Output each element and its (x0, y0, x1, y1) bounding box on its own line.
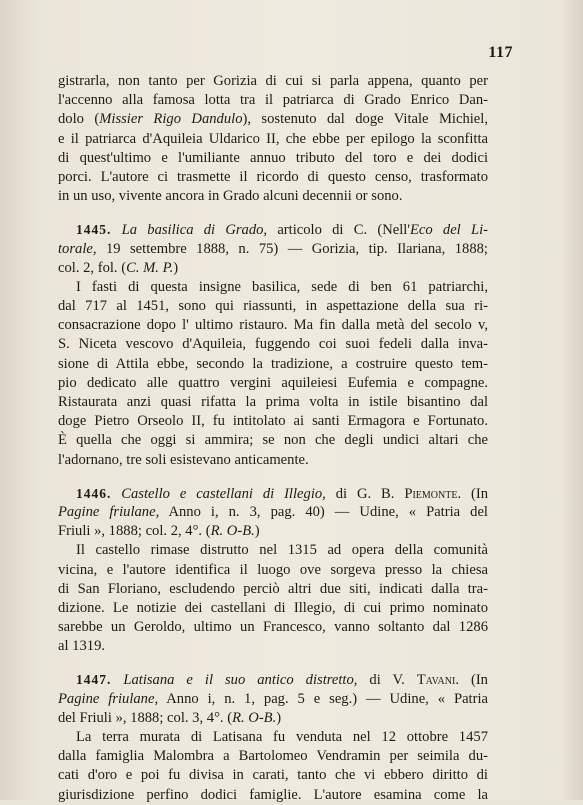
reviewer-signature: R. O-B. (210, 523, 255, 540)
entry-heading-line: col. 2, fol. (C. M. P.) (58, 259, 179, 276)
text-line: cati d'oro e poi fu divisa in carati, tanto che vi ebbero diritto di (58, 767, 488, 784)
text-line: S. Niceta vescovo d'Aquileia, fuggendo coi suoi fedeli dalla inva- (58, 336, 488, 353)
text-line: pio dedicato alle quattro vergini aquileiesi Eufemia e compagne. (58, 374, 488, 391)
italic-name: Missier Rigo Dandulo (99, 111, 243, 128)
entry-title: Castello e castellani di Illegio, (121, 485, 326, 502)
journal-title: Eco del Li- (409, 222, 488, 239)
entry-heading-line: Friuli », 1888; col. 2, 4°. (R. O-B.) (58, 523, 260, 540)
text-line: gistrarla, non tanto per Gorizia di cui si parla appena, quanto per (58, 73, 488, 89)
text-line: dolo (Missier Rigo Dandulo), sostenuto dal doge Vitale Michiel, (58, 111, 488, 128)
entry-number: 1445. (76, 222, 112, 238)
text-line: sione di Attila ebbe, secondo la tradizione, a costruire questo tem- (58, 355, 488, 372)
text-line: Ristaurata anzi quasi rifatta la prima volta in istile bisantino dal (58, 394, 488, 410)
text-line: porci. L'autore ci trasmette il ricordo di questo censo, trasformato (58, 168, 488, 185)
bibliography-entry-1447 (58, 670, 488, 804)
text-line: Il castello rimase distrutto nel 1315 ad opera della comunità (76, 542, 488, 559)
entry-heading-line: torale, 19 settembre 1888, n. 75) — Gorizia, tip. Ilariana, 1888; (58, 240, 488, 257)
text-line: giurisdizione perfino dodici famiglie. L'autore esamina come la (58, 786, 488, 803)
text-line: consacrazione dopo l' ultimo ristauro. Ma fin dalla metà del secolo v, (58, 317, 488, 334)
text-line: La terra murata di Latisana fu venduta nel 12 ottobre 1457 (76, 729, 488, 745)
text-line: di quest'ultimo e l'umiliante annuo tributo del toro e dei dodici (58, 149, 488, 166)
entry-number: 1446. (76, 485, 112, 501)
entry-heading-line: 1445. La basilica di Grado, articolo di C. (Nell'Eco del Li- (76, 222, 488, 239)
journal-title: Pagine friulane, (58, 503, 160, 520)
entry-heading-line: del Friuli », 1888; col. 3, 4°. (R. O-B.) (58, 709, 282, 726)
text-line: I fasti di questa insigne basilica, sede di ben 61 patriarchi, (76, 278, 488, 295)
entry-heading-line: Pagine friulane, Anno i, n. 3, pag. 40) — Udine, « Patria del (58, 503, 488, 520)
bibliography-entry-1446 (58, 484, 488, 657)
text-line: e il patriarca d'Aquileia Uldarico II, che ebbe per epilogo la sconfitta (58, 130, 488, 147)
text-line: dal 717 al 1451, sono qui riassunti, in aspettazione della sua ri- (58, 298, 488, 315)
text-line: doge Pietro Orseolo II, fu intitolato ai santi Ermagora e Fortunato. (58, 413, 488, 430)
text-line: l'accenno alla famosa lotta tra il patriarca di Grado Enrico Dan- (58, 92, 488, 109)
text-line: sarebbe un Geroldo, ultimo un Francesco, vanno soltanto dal 1286 (58, 619, 488, 636)
page-content (58, 72, 488, 805)
entry-number: 1447. (76, 672, 112, 688)
author-name: Tavani (416, 672, 456, 689)
journal-title: Pagine friulane, (58, 690, 159, 707)
text-line: l'adornano, tre soli esistevano anticamente. (58, 451, 309, 468)
journal-title: torale, (58, 240, 97, 257)
entry-title: La basilica di Grado, (121, 222, 268, 239)
entry-heading-line: Pagine friulane, Anno i, n. 1, pag. 5 e seg.) — Udine, « Patria (58, 690, 488, 707)
text-line: dalla famiglia Malombra a Bartolomeo Vendramin per seimila du- (58, 748, 488, 765)
page-number: 117 (488, 44, 513, 61)
text-line: vicina, e l'autore identifica il luogo ove sorgeva presso la chiesa (58, 561, 488, 578)
text-line: È quella che oggi si ammira; se non che degli undici altari che (58, 432, 488, 449)
author-name: Piemonte (404, 485, 458, 502)
text-line: dizione. Le notizie dei castellani di Illegio, di cui primo nominato (58, 599, 488, 616)
entry-heading-line: 1446. Castello e castellani di Illegio, di G. B. Piemonte. (In (76, 485, 488, 502)
reviewer-signature: R. O-B. (232, 709, 277, 726)
reviewer-signature: C. M. P. (126, 259, 174, 276)
text-line: di San Floriano, escludendo perciò altri due siti, indicati dalla tra- (58, 580, 488, 597)
intro-paragraph (58, 72, 488, 206)
text-line: in un uso, vivente ancora in Grado alcuni decennii or sono. (58, 188, 403, 205)
entry-title: Latisana e il suo antico distretto, (123, 672, 358, 689)
bibliography-entry-1445 (58, 220, 488, 469)
entry-heading-line: 1447. Latisana e il suo antico distretto, di V. Tavani. (In (76, 672, 488, 689)
text-line: al 1319. (58, 638, 106, 655)
